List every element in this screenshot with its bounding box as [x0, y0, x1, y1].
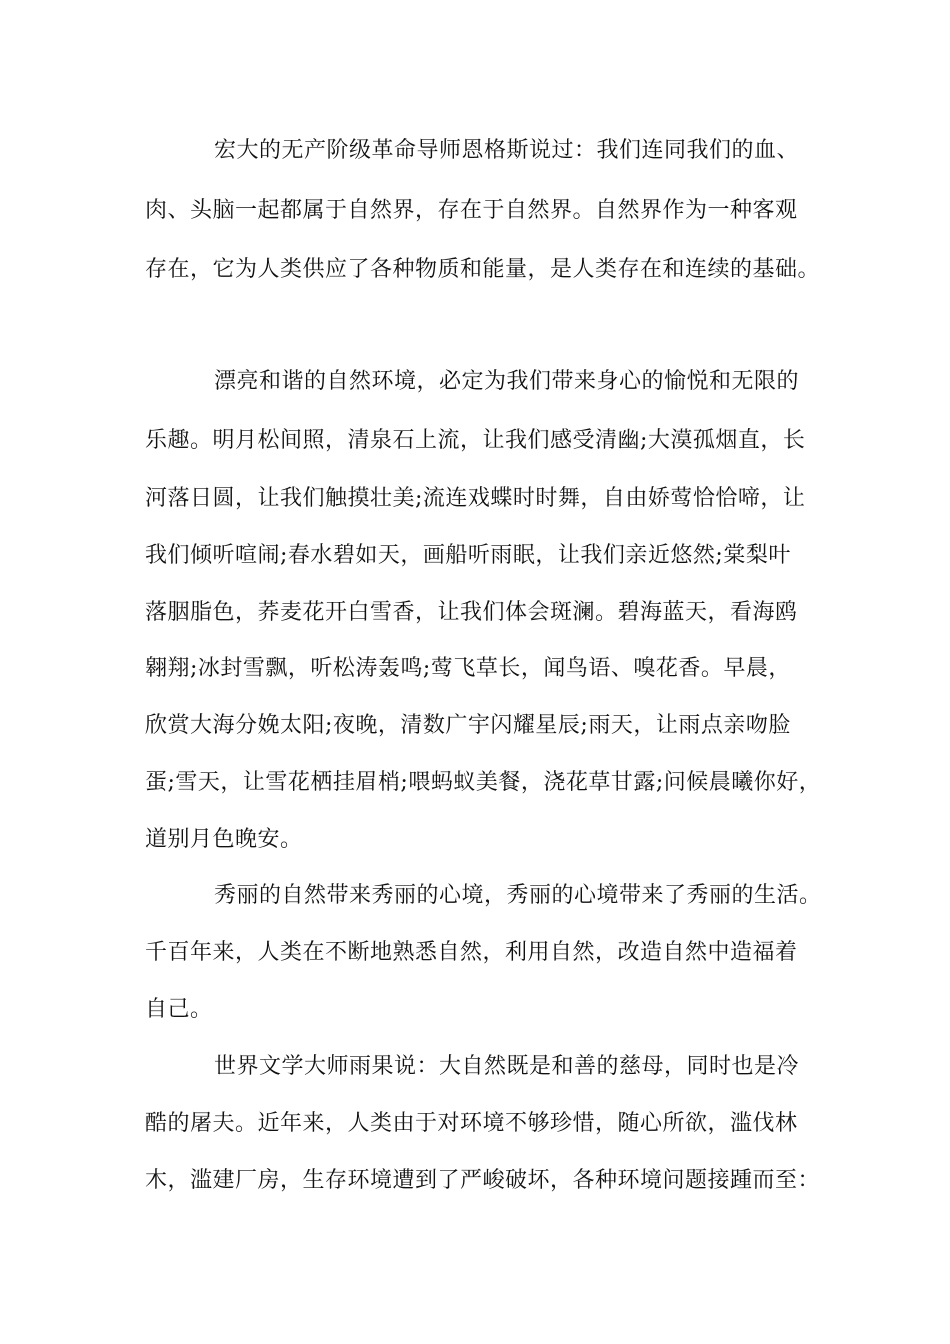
paragraph-2-line-5: 落胭脂色，荞麦花开白雪香，让我们体会斑澜。碧海蓝天，看海鸥 — [145, 600, 798, 625]
paragraph-2-line-6: 翱翔;冰封雪飘，听松涛轰鸣;莺飞草长，闻鸟语、嗅花香。早晨， — [145, 656, 791, 681]
paragraph-4-line-3: 木，滥建厂房，生存环境遭到了严峻破坏，各种环境问题接踵而至： — [145, 1168, 821, 1193]
paragraph-4-line-1: 世界文学大师雨果说：大自然既是和善的慈母，同时也是冷 — [214, 1054, 800, 1079]
paragraph-1-line-3: 存在，它为人类供应了各种物质和能量，是人类存在和连续的基础。 — [145, 257, 821, 282]
paragraph-3-line-1: 秀丽的自然带来秀丽的心境，秀丽的心境带来了秀丽的生活。 — [214, 883, 822, 908]
paragraph-1-line-1: 宏大的无产阶级革命导师恩格斯说过：我们连同我们的血、 — [214, 138, 800, 163]
paragraph-2-line-9: 道别月色晚安。 — [145, 827, 303, 852]
paragraph-2-line-2: 乐趣。明月松间照，清泉石上流，让我们感受清幽;大漠孤烟直，长 — [145, 428, 806, 453]
paragraph-2-line-7: 欣赏大海分娩太阳;夜晚，清数广宇闪耀星辰;雨天，让雨点亲吻脸 — [145, 713, 791, 738]
paragraph-4-line-2: 酷的屠夫。近年来，人类由于对环境不够珍惜，随心所欲，滥伐林 — [145, 1111, 798, 1136]
paragraph-2-line-4: 我们倾听喧闹;春水碧如天，画船听雨眠，让我们亲近悠然;棠梨叶 — [145, 543, 791, 568]
paragraph-3-line-2: 千百年来，人类在不断地熟悉自然，利用自然，改造自然中造福着 — [145, 940, 798, 965]
paragraph-3-line-3: 自己。 — [145, 997, 213, 1022]
paragraph-2-line-1: 漂亮和谐的自然环境，必定为我们带来身心的愉悦和无限的 — [214, 369, 800, 394]
paragraph-2-line-3: 河落日圆，让我们触摸壮美;流连戏蝶时时舞，自由娇莺恰恰啼，让 — [145, 486, 806, 511]
paragraph-2-line-8: 蛋;雪天，让雪花栖挂眉梢;喂蚂蚁美餐，浇花草甘露;问候晨曦你好， — [145, 770, 822, 795]
paragraph-1-line-2: 肉、头脑一起都属于自然界，存在于自然界。自然界作为一种客观 — [145, 198, 798, 223]
